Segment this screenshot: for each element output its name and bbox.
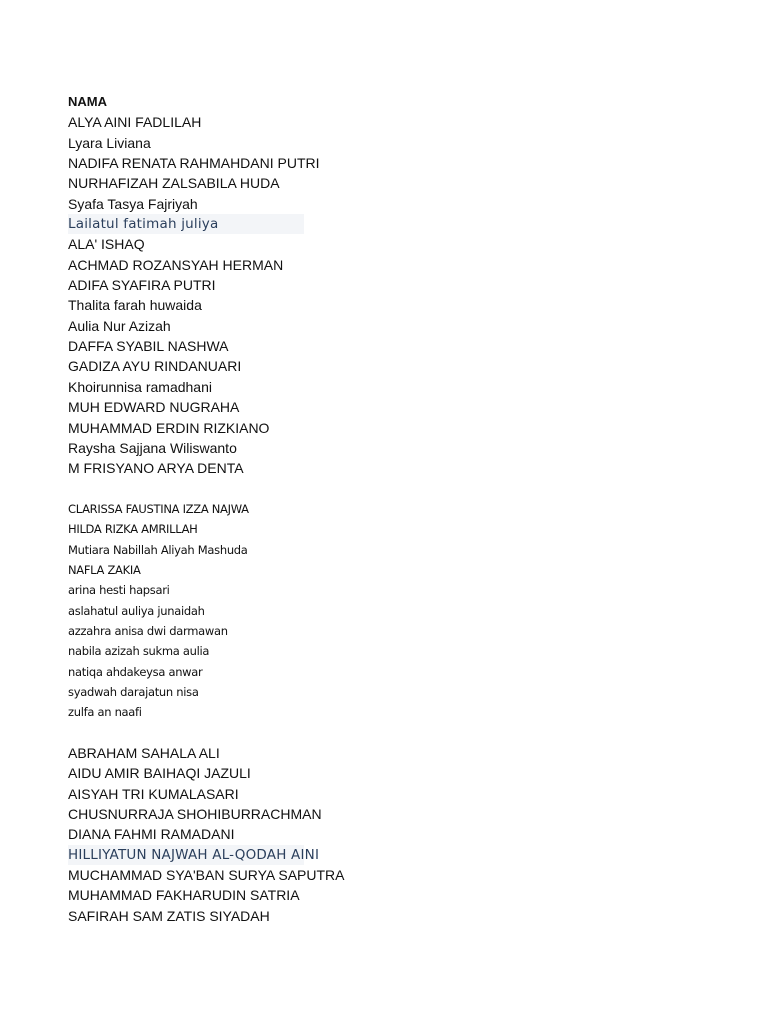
list-item: GADIZA AYU RINDANUARI (68, 358, 242, 375)
list-item-highlighted: HILLIYATUN NAJWAH AL-QODAH AINI (68, 845, 304, 865)
list-item: SAFIRAH SAM ZATIS SIYADAH (68, 907, 270, 924)
list-item: MUH EDWARD NUGRAHA (68, 399, 240, 416)
list-item: M FRISYANO ARYA DENTA (68, 460, 244, 477)
list-item: Thalita farah huwaida (68, 297, 202, 314)
list-item: NAFLA ZAKIA (68, 562, 141, 577)
list-item: AIDU AMIR BAIHAQI JAZULI (68, 765, 251, 782)
list-item: MUCHAMMAD SYA'BAN SURYA SAPUTRA (68, 867, 345, 884)
list-item: Mutiara Nabillah Aliyah Mashuda (68, 542, 248, 557)
list-item: Khoirunnisa ramadhani (68, 378, 212, 395)
name-list-sheet (68, 92, 345, 926)
list-item: DAFFA SYABIL NASHWA (68, 338, 229, 355)
list-item: Raysha Sajjana Wiliswanto (68, 439, 237, 456)
list-item: NADIFA RENATA RAHMAHDANI PUTRI (68, 155, 320, 172)
list-item: azzahra anisa dwi darmawan (68, 623, 228, 638)
list-item: NURHAFIZAH ZALSABILA HUDA (68, 175, 280, 192)
empty-row (68, 723, 304, 743)
list-item: ALA' ISHAQ (68, 236, 145, 253)
list-item: ADIFA SYAFIRA PUTRI (68, 277, 216, 294)
column-header-nama: NAMA (68, 94, 107, 109)
list-item: ACHMAD ROZANSYAH HERMAN (68, 256, 284, 273)
list-item: Aulia Nur Azizah (68, 317, 171, 334)
list-item: zulfa an naafi (68, 705, 142, 720)
list-item-highlighted: Lailatul fatimah juliya (68, 214, 304, 234)
list-item: arina hesti hapsari (68, 583, 170, 598)
list-item: Lyara Liviana (68, 134, 151, 151)
list-item: Syafa Tasya Fajriyah (68, 195, 198, 212)
list-item: nabila azizah sukma aulia (68, 644, 210, 659)
list-item: MUHAMMAD FAKHARUDIN SATRIA (68, 887, 300, 904)
list-item: AISYAH TRI KUMALASARI (68, 785, 239, 802)
list-item: MUHAMMAD ERDIN RIZKIANO (68, 419, 270, 436)
list-item: ABRAHAM SAHALA ALI (68, 745, 220, 761)
list-item: CHUSNURRAJA SHOHIBURRACHMAN (68, 806, 322, 823)
list-item: natiqa ahdakeysa anwar (68, 664, 203, 679)
list-item: DIANA FAHMI RAMADANI (68, 826, 235, 843)
list-item: ALYA AINI FADLILAH (68, 114, 202, 131)
list-item: aslahatul auliya junaidah (68, 603, 205, 618)
list-item: syadwah darajatun nisa (68, 684, 199, 699)
empty-row (68, 479, 304, 499)
list-item: HILDA RIZKA AMRILLAH (68, 522, 198, 537)
list-item: CLARISSA FAUSTINA IZZA NAJWA (68, 501, 249, 516)
